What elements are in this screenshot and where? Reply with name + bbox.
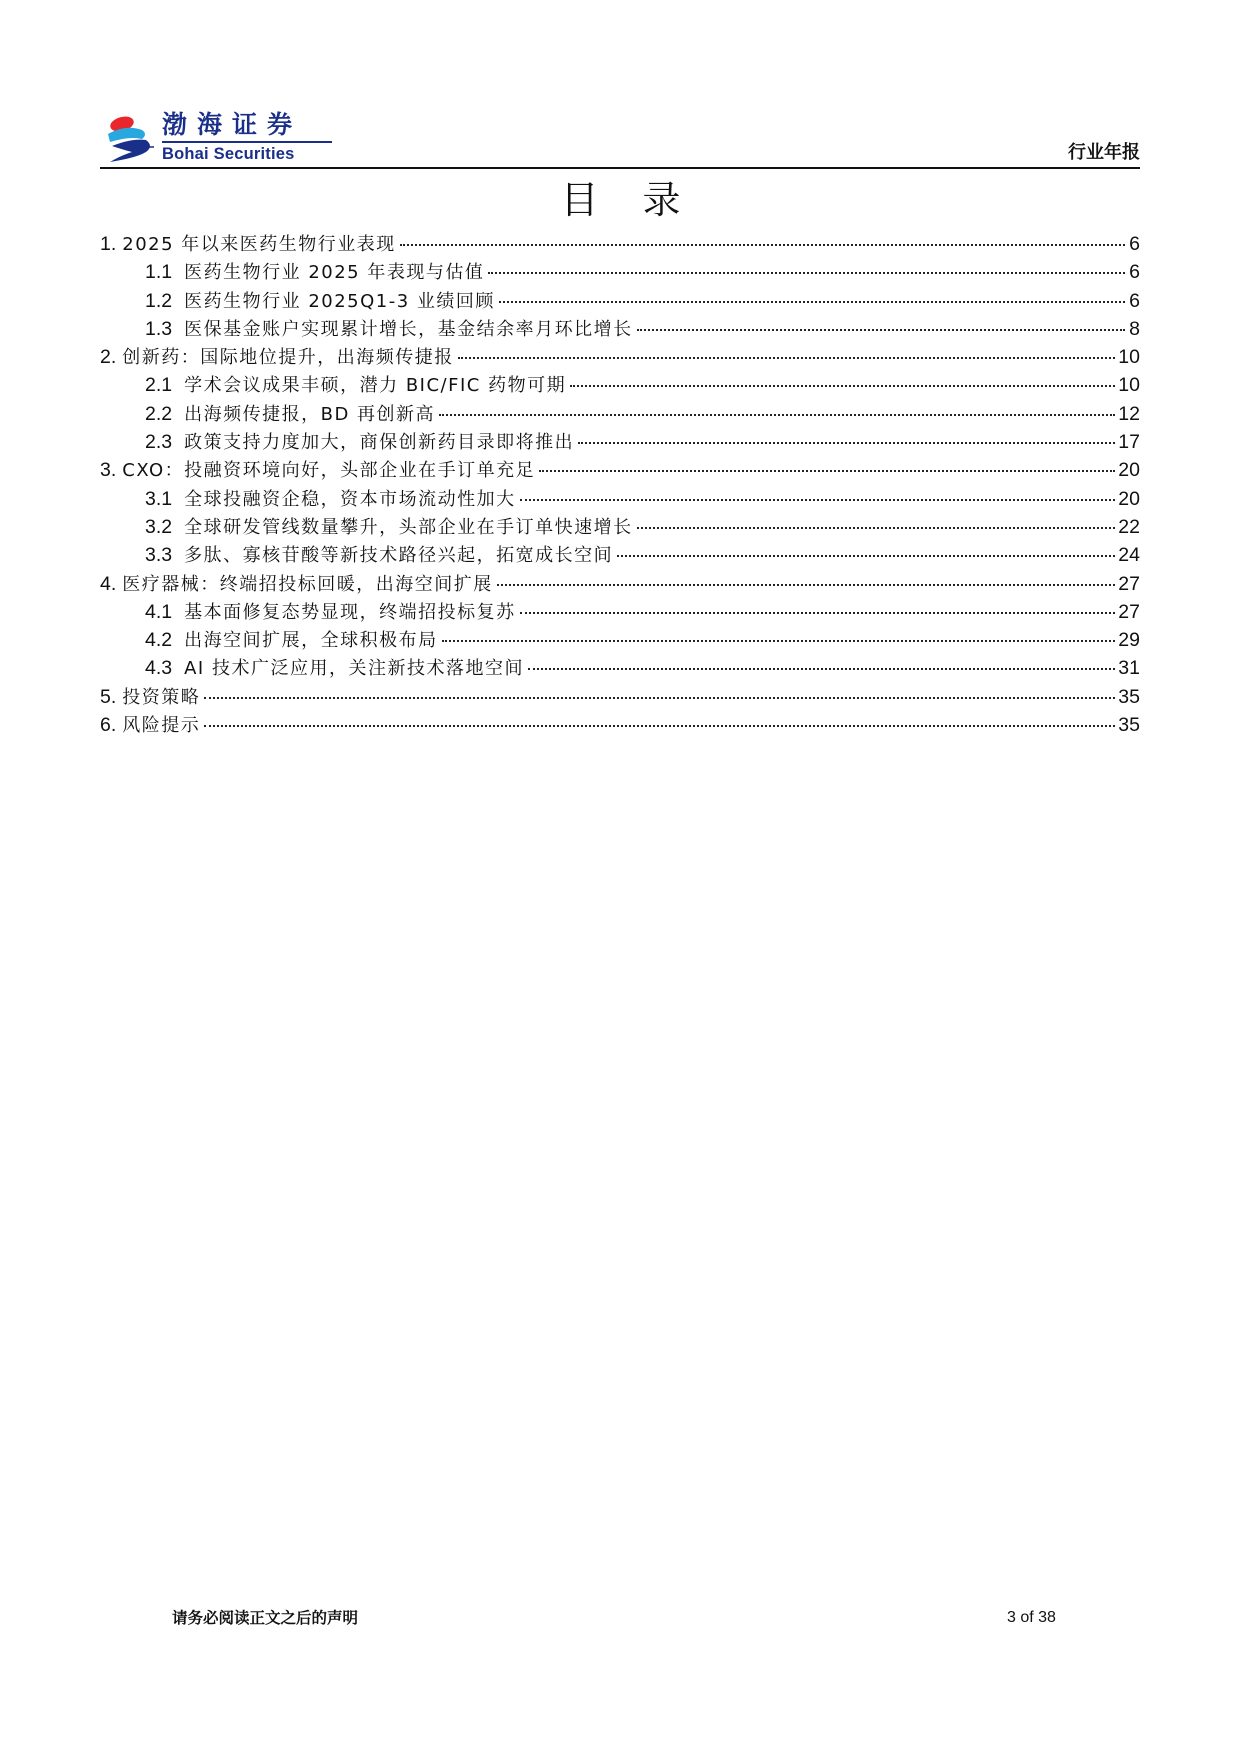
toc-entry-page-number[interactable]: 6 (1129, 289, 1140, 312)
logo-chinese-name: 渤海证券 (162, 110, 303, 139)
header-divider (100, 167, 1140, 169)
toc-entry-number: 3.1 (145, 487, 173, 510)
toc-entry-page-number[interactable]: 29 (1118, 629, 1140, 652)
toc-entry[interactable] (100, 626, 1140, 654)
report-type-label: 行业年报 (1068, 142, 1140, 163)
toc-entry-page-number[interactable]: 27 (1118, 600, 1140, 623)
toc-entry-title[interactable]: 基本面修复态势显现，终端招投标复苏 (184, 601, 516, 623)
toc-entry-title[interactable]: 医药生物行业 2025 年表现与估值 (184, 262, 485, 284)
dot-leader (204, 697, 1115, 699)
page-header (100, 100, 1140, 168)
toc-entry-page-number[interactable]: 27 (1118, 572, 1140, 595)
toc-entry-page-number[interactable]: 6 (1129, 261, 1140, 284)
toc-entry-number: 2.2 (145, 402, 173, 425)
footer-disclaimer: 请务必阅读正文之后的声明 (172, 1608, 359, 1627)
table-of-contents (100, 230, 1140, 739)
toc-entry-title[interactable]: AI 技术广泛应用，关注新技术落地空间 (184, 658, 524, 680)
toc-entry-title[interactable]: 出海频传捷报，BD 再创新高 (184, 403, 436, 425)
toc-entry-page-number[interactable]: 35 (1118, 685, 1140, 708)
page-indicator: 3 of 38 (1007, 1609, 1056, 1626)
dot-leader (539, 470, 1115, 472)
toc-entry[interactable] (100, 541, 1140, 569)
toc-entry-title[interactable]: 医药生物行业 2025Q1-3 业绩回顾 (184, 290, 495, 312)
dot-leader (400, 244, 1125, 246)
toc-entry-number: 1.3 (145, 317, 173, 340)
toc-entry[interactable] (100, 343, 1140, 371)
toc-entry[interactable] (100, 315, 1140, 343)
toc-entry-number: 1.2 (145, 289, 173, 312)
toc-entry-number: 4.2 (145, 629, 173, 652)
toc-entry[interactable] (100, 654, 1140, 682)
toc-entry-page-number[interactable]: 31 (1118, 657, 1140, 680)
toc-entry-page-number[interactable]: 8 (1129, 317, 1140, 340)
toc-entry-page-number[interactable]: 20 (1118, 487, 1140, 510)
toc-entry-page-number[interactable]: 10 (1118, 374, 1140, 397)
toc-entry-number: 2.3 (145, 431, 173, 454)
logo-english-name: Bohai Securities (162, 145, 295, 163)
company-logo (102, 110, 342, 168)
dot-leader (520, 499, 1116, 501)
toc-entry-page-number[interactable]: 12 (1118, 402, 1140, 425)
toc-entry-title[interactable]: 学术会议成果丰硕，潜力 BIC/FIC 药物可期 (184, 375, 567, 397)
dot-leader (637, 329, 1125, 331)
dot-leader (458, 357, 1116, 359)
logo-divider (162, 141, 332, 143)
toc-entry-title[interactable]: 全球研发管线数量攀升，头部企业在手订单快速增长 (184, 516, 633, 538)
toc-entry-number: 4.1 (145, 600, 173, 623)
toc-entry[interactable] (100, 428, 1140, 456)
dot-leader (204, 725, 1115, 727)
dot-leader (637, 527, 1116, 529)
toc-entry[interactable] (100, 485, 1140, 513)
toc-entry-title[interactable]: 医保基金账户实现累计增长，基金结余率月环比增长 (184, 318, 633, 340)
toc-entry[interactable] (100, 570, 1140, 598)
toc-entry[interactable] (100, 371, 1140, 399)
dot-leader (617, 555, 1115, 557)
toc-entry-number: 2. (100, 346, 117, 369)
toc-entry-number: 3.2 (145, 515, 173, 538)
toc-entry[interactable] (100, 258, 1140, 286)
toc-entry-number: 5. (100, 685, 117, 708)
toc-entry-title[interactable]: 创新药：国际地位提升，出海频传捷报 (122, 347, 454, 369)
dot-leader (570, 385, 1115, 387)
toc-entry-page-number[interactable]: 17 (1118, 431, 1140, 454)
toc-entry-title[interactable]: 医疗器械：终端招投标回暖，出海空间扩展 (122, 573, 493, 595)
toc-entry-number: 4. (100, 572, 117, 595)
toc-entry[interactable] (100, 230, 1140, 258)
toc-entry-title[interactable]: 风险提示 (122, 715, 201, 737)
dot-leader (439, 414, 1115, 416)
bohai-logo-icon (102, 112, 154, 164)
toc-entry-number: 2.1 (145, 374, 173, 397)
dot-leader (499, 301, 1125, 303)
dot-leader (520, 612, 1116, 614)
toc-entry-title[interactable]: 2025 年以来医药生物行业表现 (122, 234, 396, 255)
dot-leader (442, 640, 1116, 642)
toc-entry-page-number[interactable]: 20 (1118, 459, 1140, 482)
toc-entry-number: 6. (100, 714, 117, 737)
dot-leader (497, 584, 1116, 586)
toc-entry-page-number[interactable]: 22 (1118, 515, 1140, 538)
toc-entry-title[interactable]: CXO：投融资环境向好，头部企业在手订单充足 (122, 460, 536, 482)
toc-entry[interactable] (100, 287, 1140, 315)
toc-entry-number: 3.3 (145, 544, 173, 567)
toc-entry-page-number[interactable]: 35 (1118, 714, 1140, 737)
toc-entry-title[interactable]: 全球投融资企稳，资本市场流动性加大 (184, 488, 516, 510)
toc-entry[interactable] (100, 711, 1140, 739)
toc-entry-title[interactable]: 投资策略 (122, 686, 201, 708)
toc-entry[interactable] (100, 683, 1140, 711)
toc-entry-title[interactable]: 政策支持力度加大，商保创新药目录即将推出 (184, 432, 575, 454)
toc-entry-number: 4.3 (145, 657, 173, 680)
toc-entry[interactable] (100, 456, 1140, 484)
toc-entry-title[interactable]: 出海空间扩展，全球积极布局 (184, 630, 438, 652)
toc-entry-page-number[interactable]: 10 (1118, 346, 1140, 369)
toc-entry[interactable] (100, 513, 1140, 541)
toc-title: 目录 (560, 178, 725, 222)
dot-leader (488, 272, 1125, 274)
toc-entry[interactable] (100, 400, 1140, 428)
toc-entry-number: 1.1 (145, 261, 173, 284)
dot-leader (528, 668, 1115, 670)
toc-entry-number: 1. (100, 233, 117, 255)
toc-entry-page-number[interactable]: 6 (1129, 233, 1140, 255)
toc-entry-number: 3. (100, 459, 117, 482)
dot-leader (578, 442, 1115, 444)
toc-entry-page-number[interactable]: 24 (1118, 544, 1140, 567)
toc-entry-title[interactable]: 多肽、寡核苷酸等新技术路径兴起，拓宽成长空间 (184, 545, 614, 567)
toc-entry[interactable] (100, 598, 1140, 626)
